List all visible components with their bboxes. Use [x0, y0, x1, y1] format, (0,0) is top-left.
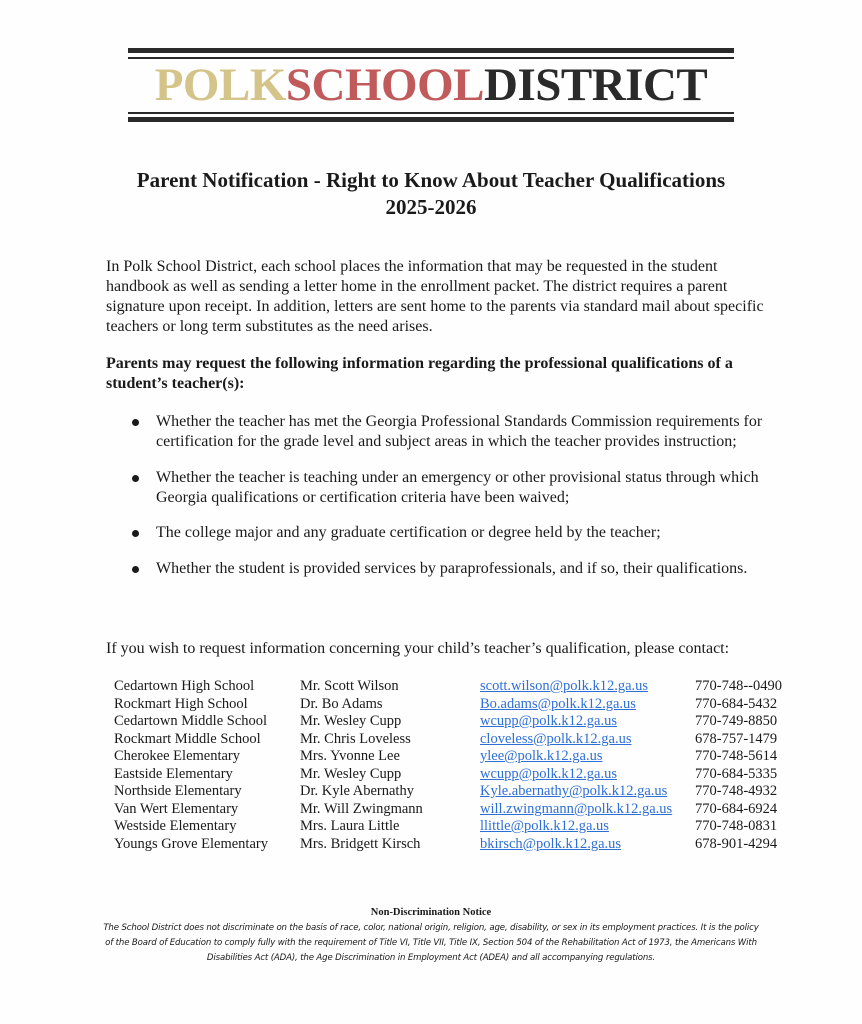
contact-phone: 770-749-8850	[695, 713, 778, 729]
logo-word-district: DISTRICT	[484, 59, 708, 111]
list-item-text: Whether the student is provided services by paraprofessionals, and if so, their qualifications.	[156, 560, 748, 577]
contact-school: Eastside Elementary	[114, 765, 233, 782]
contact-school: Van Wert Elementary	[114, 800, 239, 817]
contact-name: Mr. Chris Loveless	[300, 730, 411, 747]
contact-school: Westside Elementary	[114, 818, 237, 834]
table-row	[114, 713, 804, 731]
table-row	[114, 748, 804, 766]
contact-phone: 770-748--0490	[695, 678, 782, 694]
nondiscrimination-title: Non-Discrimination Notice	[370, 907, 492, 918]
contact-intro: If you wish to request information concerning your child’s teacher’s qualification, please contact:	[106, 640, 730, 657]
nondiscrimination-text: The School District does not discriminate on the basis of race, color, national origin, religion, age, disability, or sex in its employment practices. It is the policy of the Board of Education to comply fully with the requirement of Title VI, Title VII, Title IX, Section 504 of the Rehabilitation Act of 1973, the Americans With Disabilities Act (ADA), the Age Discrimination in Employment Act (ADEA) and all accompanying regulations.	[103, 923, 759, 963]
contact-phone: 770-748-0831	[695, 818, 778, 834]
list-item-text: Whether the teacher has met the Georgia Professional Standards Commission requirements for certification for the grade level and subject areas in which the teacher provides instruction;	[156, 413, 763, 450]
bullet-icon	[132, 530, 139, 537]
contact-name: Mr. Wesley Cupp	[300, 713, 402, 729]
contact-email-link[interactable]: cloveless@polk.k12.ga.us	[480, 730, 632, 747]
intro-paragraph: In Polk School District, each school places the information that may be requested in the student handbook as well as sending a letter home in the enrollment packet. The district requires a parent signature upon receipt. In addition, letters are sent home to the parents via standard mail about specific teachers or long term substitutes as the need arises.	[106, 258, 764, 335]
logo-word-polk: POLK	[154, 59, 286, 111]
logo-rule-bottom-thick	[128, 117, 734, 122]
document-title: Parent Notification - Right to Know About Teacher Qualifications	[136, 168, 726, 192]
contact-email-link[interactable]: llittle@polk.k12.ga.us	[480, 818, 609, 834]
logo-rule-bottom-thin	[128, 112, 734, 114]
logo-word-school: SCHOOL	[285, 59, 485, 111]
contact-table	[114, 678, 804, 853]
document-year: 2025-2026	[385, 195, 477, 219]
list-item	[106, 468, 766, 508]
contact-email-link[interactable]: Bo.adams@polk.k12.ga.us	[480, 695, 636, 712]
contact-school: Cedartown High School	[114, 678, 255, 694]
contact-email-link[interactable]: will.zwingmann@polk.k12.ga.us	[480, 800, 673, 817]
request-heading: Parents may request the following information regarding the professional qualifications of a student’s teacher(s):	[106, 355, 733, 392]
table-row	[114, 818, 804, 836]
contact-school: Youngs Grove Elementary	[114, 835, 268, 852]
contact-school: Cedartown Middle School	[114, 713, 268, 729]
bullet-icon	[132, 419, 139, 426]
contact-name: Dr. Kyle Abernathy	[300, 783, 414, 799]
table-row	[114, 731, 804, 749]
contact-phone: 770-684-6924	[695, 800, 778, 817]
contact-name: Mr. Will Zwingmann	[300, 800, 423, 817]
list-item-text: The college major and any graduate certification or degree held by the teacher;	[156, 524, 661, 541]
contact-phone: 678-757-1479	[695, 730, 778, 747]
bullet-icon	[132, 475, 139, 482]
contact-name: Mrs. Bridgett Kirsch	[300, 835, 421, 852]
contact-email-link[interactable]: wcupp@polk.k12.ga.us	[480, 713, 617, 729]
contact-school: Rockmart Middle School	[114, 730, 261, 747]
contact-phone: 770-748-5614	[695, 748, 778, 764]
table-row	[114, 801, 804, 819]
list-item	[106, 523, 766, 543]
contact-name: Dr. Bo Adams	[300, 695, 383, 712]
bullet-icon	[132, 566, 139, 573]
contact-email-link[interactable]: scott.wilson@polk.k12.ga.us	[480, 678, 649, 694]
table-row	[114, 783, 804, 801]
table-row	[114, 766, 804, 784]
contact-name: Mr. Scott Wilson	[300, 678, 399, 694]
list-item-text: Whether the teacher is teaching under an emergency or other provisional status through which Georgia qualifications or certification criteria have been waived;	[156, 469, 759, 506]
contact-email-link[interactable]: wcupp@polk.k12.ga.us	[480, 765, 617, 782]
contact-phone: 770-684-5432	[695, 695, 778, 712]
table-row	[114, 696, 804, 714]
logo-wordmark	[128, 60, 734, 110]
contact-school: Northside Elementary	[114, 783, 242, 799]
contact-email-link[interactable]: ylee@polk.k12.ga.us	[480, 748, 603, 764]
contact-name: Mr. Wesley Cupp	[300, 765, 402, 782]
table-row	[114, 836, 804, 854]
contact-email-link[interactable]: Kyle.abernathy@polk.k12.ga.us	[480, 783, 668, 799]
contact-email-link[interactable]: bkirsch@polk.k12.ga.us	[480, 835, 622, 852]
contact-phone: 770-748-4932	[695, 783, 778, 799]
qualification-list	[106, 412, 766, 579]
contact-school: Rockmart High School	[114, 695, 248, 712]
contact-school: Cherokee Elementary	[114, 748, 241, 764]
contact-name: Mrs. Laura Little	[300, 818, 400, 834]
contact-phone: 678-901-4294	[695, 835, 778, 852]
table-row	[114, 678, 804, 696]
contact-phone: 770-684-5335	[695, 765, 778, 782]
district-logo	[128, 48, 734, 124]
list-item	[106, 412, 766, 452]
logo-rule-top-thick	[128, 48, 734, 53]
contact-name: Mrs. Yvonne Lee	[300, 748, 400, 764]
list-item	[106, 559, 766, 579]
